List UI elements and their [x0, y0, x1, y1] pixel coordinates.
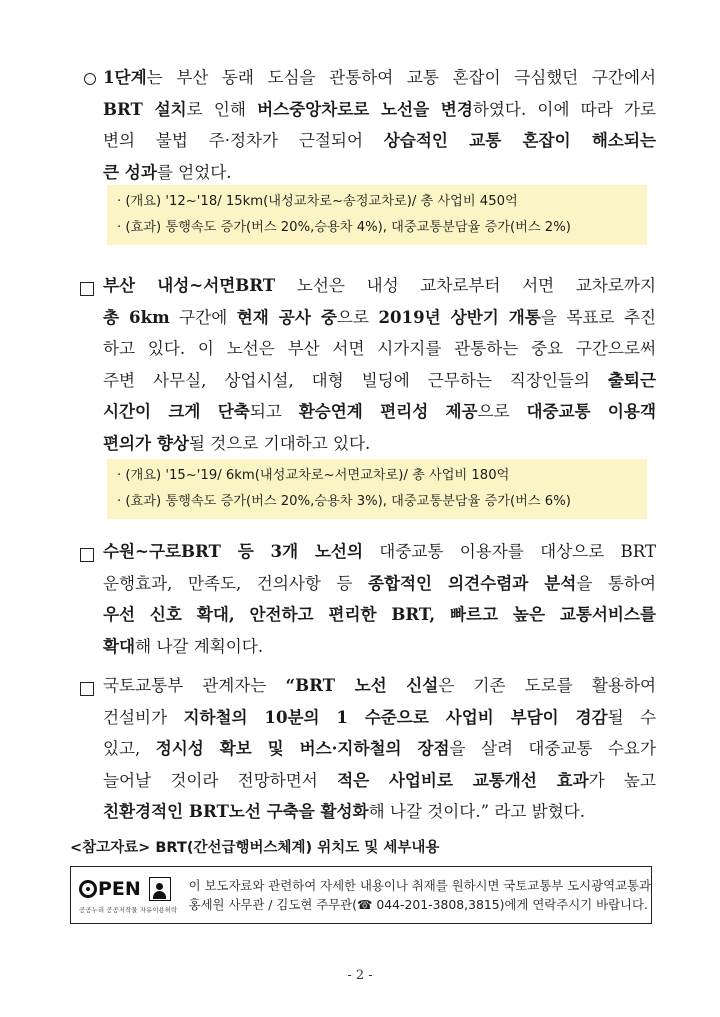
bold-text: 확대	[103, 635, 136, 656]
attribution-person-icon	[149, 877, 171, 901]
bold-text: 수원~구로BRT 등 3개 노선의	[103, 541, 363, 561]
text-span: 을 통하여	[576, 573, 656, 593]
note-line: · (개요) '12~'18/ 15km(내성교차로~송정교차로)/ 총 사업비 450억	[117, 194, 518, 209]
text-span: 해 나갈 것이다.” 라고 밝혔다.	[368, 802, 586, 821]
bold-text: 2019년 상반기 개통	[378, 306, 541, 327]
note-box-stage1	[107, 185, 647, 245]
open-license-logo	[71, 868, 181, 922]
bullet-square-icon	[80, 548, 94, 562]
bold-text: 적은 사업비로 교통개선 효과	[337, 769, 589, 790]
text-line	[103, 702, 656, 734]
bold-text: 지하철의 10분의 1 수준으로 사업비 부담이 경감	[183, 706, 608, 727]
text-span: 가 높고	[588, 770, 656, 790]
open-logo-word: PEN	[98, 877, 141, 900]
contact-box	[70, 866, 652, 924]
contact-text	[181, 876, 651, 914]
bold-text: BRT 설치	[103, 98, 187, 119]
bold-text: 편의가 향상	[103, 432, 189, 453]
open-logo-caption: 공공누리 공공저작물 자유이용허락	[79, 905, 178, 914]
bold-text: 현재 공사 중	[236, 306, 337, 327]
contact-line-2: 홍세원 사무관 / 김도현 주무관(☎ 044-201-3808,3815)에게 연락주시기 바랍니다.	[188, 897, 648, 912]
text-line	[103, 94, 656, 126]
text-span: 은 기존 도로를 활용하여	[438, 676, 656, 695]
bullet-circle-icon	[84, 73, 96, 85]
text-span: 국토교통부 관계자는	[103, 676, 286, 695]
text-span: 변의 불법 주·정차가 근절되어	[103, 131, 384, 150]
text-line	[103, 157, 656, 189]
note-line: · (효과) 통행속도 증가(버스 20%,승용차 3%), 대중교통분담율 증가(버스 6%)	[117, 494, 571, 509]
text-span: 운행효과, 만족도, 건의사항 등	[103, 573, 368, 593]
bold-text: 시간이 크게 단축	[103, 401, 250, 421]
text-span: 주변 사무실, 상업시설, 대형 빌딩에 근무하는 직장인들의	[103, 370, 608, 390]
text-span: 를 얻었다.	[156, 162, 232, 182]
bold-text: 우선 신호 확대, 안전하고 편리한 BRT, 빠르고 높은 교통서비스를	[103, 604, 656, 624]
bold-text: 정시성 확보 및 버스·지하철의 장점	[155, 738, 450, 758]
reference-title: <참고자료> BRT(간선급행버스체계) 위치도 및 세부내용	[70, 840, 440, 856]
bold-text: 1단계	[103, 67, 147, 87]
text-span: 하였다. 이에 따라 가로	[472, 99, 656, 119]
text-line	[103, 733, 656, 765]
bold-text: 버스중앙차로로 노선을 변경	[257, 98, 473, 119]
text-line	[103, 568, 656, 600]
text-span: 로 인해	[186, 99, 258, 119]
text-span: 으로	[477, 402, 527, 421]
text-span: 는 부산 동래 도심을 관통하여 교통 혼잡이 극심했던 구간에서	[146, 68, 656, 87]
text-span: 대중교통 이용자를 대상으로 BRT	[363, 542, 657, 561]
paragraph-ministry-quote	[103, 670, 656, 828]
text-span: 늘어날 것이라 전망하면서	[103, 770, 338, 790]
text-line	[103, 270, 656, 302]
open-license-icon	[79, 880, 97, 898]
contact-line-1: 이 보도자료와 관련하여 자세한 내용이나 취재를 원하시면 국토교통부 도시광역교통과	[188, 878, 651, 893]
bullet-square-icon	[80, 282, 94, 296]
bold-text: 환승연계 편리성 제공	[298, 401, 478, 421]
bold-text: 종합적인 의견수렴과 분석	[367, 572, 577, 593]
text-span: 건설비가	[103, 707, 184, 727]
text-span: 노선은 내성 교차로부터 서면 교차로까지	[275, 276, 656, 295]
bold-text: 부산 내성~서면BRT	[103, 275, 276, 295]
text-line	[103, 125, 656, 157]
text-line	[103, 428, 656, 460]
bold-text: 큰 성과	[103, 161, 157, 182]
bold-text: “BRT 노선 신설	[285, 675, 439, 695]
text-span: 있고,	[103, 739, 156, 758]
bold-text: 친환경적인 BRT노선 구축을 활성화	[103, 801, 369, 821]
text-span: 을 목표로 추진	[540, 307, 657, 327]
bold-text: 총 6km	[103, 306, 170, 327]
text-span: 을 살려 대중교통 수요가	[449, 739, 656, 758]
paragraph-stage1	[103, 62, 656, 188]
bullet-square-icon	[80, 682, 94, 696]
paragraph-naeseong-seomyeon	[103, 270, 656, 459]
text-line	[103, 396, 656, 428]
text-line	[103, 631, 656, 663]
text-line	[103, 599, 656, 631]
text-line	[103, 302, 656, 334]
note-box-naeseong	[107, 459, 647, 519]
text-line	[103, 670, 656, 702]
bold-text: 대중교통 이용객	[526, 401, 656, 421]
text-line	[103, 765, 656, 797]
text-line	[103, 62, 656, 94]
bold-text: 상습적인 교통 혼잡이 해소되는	[383, 130, 657, 150]
note-line: · (개요) '15~'19/ 6km(내성교차로~서면교차로)/ 총 사업비 180억	[117, 468, 510, 483]
text-span: 하고 있다. 이 노선은 부산 서면 시가지를 관통하는 중요 구간으로써	[103, 339, 656, 358]
text-span: 되고	[249, 402, 299, 421]
text-span: 구간에	[169, 307, 237, 327]
text-span: 으로	[336, 307, 379, 327]
text-span: 될 것으로 기대하고 있다.	[188, 433, 371, 453]
text-span: 될 수	[607, 707, 656, 727]
bold-text: 출퇴근	[607, 369, 656, 390]
paragraph-suwon-guro	[103, 536, 656, 662]
page-number: - 2 -	[347, 968, 373, 983]
text-line	[103, 796, 656, 828]
text-line	[103, 365, 656, 397]
text-line	[103, 536, 656, 568]
note-line: · (효과) 통행속도 증가(버스 20%,승용차 4%), 대중교통분담율 증가(버스 2%)	[117, 220, 571, 235]
text-line	[103, 333, 656, 365]
text-span: 해 나갈 계획이다.	[135, 636, 264, 656]
